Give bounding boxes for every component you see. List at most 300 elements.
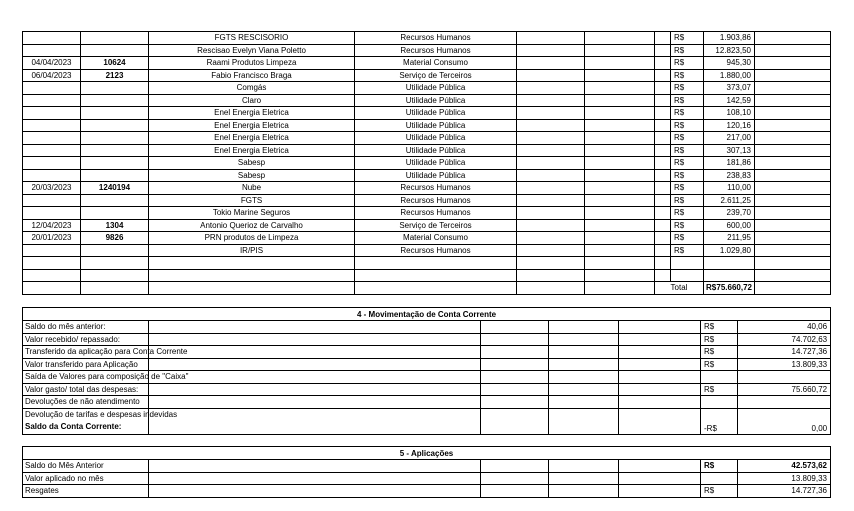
empty-cell: [149, 371, 481, 384]
expense-row: [23, 244, 831, 257]
empty-cell: [655, 94, 671, 107]
expense-currency: R$: [671, 132, 704, 145]
expense-row: [23, 57, 831, 70]
empty-cell: [549, 371, 619, 384]
empty-cell: [481, 408, 549, 434]
expense-description: Tokio Marine Seguros: [149, 207, 355, 220]
expense-row: [23, 119, 831, 132]
expense-currency: R$: [671, 244, 704, 257]
row-amount: [738, 371, 831, 384]
empty-cell: [549, 358, 619, 371]
empty-cell: [517, 82, 585, 95]
empty-cell: [755, 269, 831, 282]
expense-amount: 238,83: [704, 169, 755, 182]
expense-amount: 1.029,80: [704, 244, 755, 257]
expense-amount: 600,00: [704, 219, 755, 232]
expense-category: Material Consumo: [355, 57, 517, 70]
empty-cell: [517, 132, 585, 145]
expense-currency: R$: [671, 94, 704, 107]
expense-description: Enel Energia Eletrica: [149, 144, 355, 157]
empty-cell: [755, 194, 831, 207]
expense-row: [23, 169, 831, 182]
expense-amount: 2.611,25: [704, 194, 755, 207]
expense-description: Antonio Querioz de Carvalho: [149, 219, 355, 232]
empty-cell: [755, 207, 831, 220]
empty-cell: [655, 219, 671, 232]
empty-cell: [481, 321, 549, 334]
empty-cell: [517, 257, 585, 270]
empty-cell: [755, 119, 831, 132]
empty-cell: [517, 232, 585, 245]
empty-cell: [755, 157, 831, 170]
expense-doc: [81, 144, 149, 157]
empty-cell: [517, 57, 585, 70]
empty-cell: [149, 282, 355, 295]
expense-date: [23, 144, 81, 157]
empty-cell: [481, 333, 549, 346]
empty-cell: [481, 485, 549, 498]
expense-description: Nube: [149, 182, 355, 195]
expense-currency: R$: [671, 82, 704, 95]
section-5-title: 5 - Aplicações: [23, 447, 831, 460]
expense-category: Utilidade Pública: [355, 119, 517, 132]
empty-cell: [619, 371, 701, 384]
empty-cell: [755, 107, 831, 120]
section-4-row: [23, 371, 831, 384]
expense-amount: 211,95: [704, 232, 755, 245]
empty-cell: [549, 346, 619, 359]
expense-category: [355, 257, 517, 270]
section-4-row: [23, 383, 831, 396]
row-amount: 40,06: [738, 321, 831, 334]
expense-doc: [81, 94, 149, 107]
section-4-row: [23, 358, 831, 371]
expense-amount: 239,70: [704, 207, 755, 220]
empty-cell: [585, 132, 655, 145]
total-label: Total: [655, 282, 704, 295]
expense-row: [23, 94, 831, 107]
expense-currency: R$: [671, 182, 704, 195]
expense-row: [23, 82, 831, 95]
expense-category: Utilidade Pública: [355, 157, 517, 170]
expense-date: [23, 244, 81, 257]
expense-date: 12/04/2023: [23, 219, 81, 232]
expense-currency: R$: [671, 57, 704, 70]
saldo-label: Saldo da Conta Corrente:: [25, 421, 122, 431]
empty-cell: [755, 132, 831, 145]
section-5-row: [23, 460, 831, 473]
total-currency: R$: [706, 283, 717, 293]
empty-cell: [149, 358, 481, 371]
expense-date: 20/01/2023: [23, 232, 81, 245]
row-amount: 13.809,33: [738, 472, 831, 485]
expense-description: Sabesp: [149, 169, 355, 182]
expense-date: [23, 169, 81, 182]
expense-doc: [81, 107, 149, 120]
expense-amount: 12.823,50: [704, 44, 755, 57]
expense-date: [23, 194, 81, 207]
empty-cell: [755, 144, 831, 157]
row-amount: [738, 396, 831, 409]
section-4-row: [23, 346, 831, 359]
empty-cell: [481, 371, 549, 384]
empty-cell: [149, 396, 481, 409]
row-currency: [701, 472, 738, 485]
empty-cell: [619, 460, 701, 473]
total-amount-cell: [704, 282, 755, 295]
empty-cell: [481, 396, 549, 409]
section-4-row: [23, 333, 831, 346]
empty-cell: [149, 408, 481, 434]
empty-cell: [549, 472, 619, 485]
expense-description: Fabio Francisco Braga: [149, 69, 355, 82]
empty-cell: [517, 44, 585, 57]
empty-cell: [481, 383, 549, 396]
expense-date: [23, 269, 81, 282]
empty-cell: [755, 257, 831, 270]
expense-description: Rescisao Evelyn Viana Poletto: [149, 44, 355, 57]
expense-date: [23, 107, 81, 120]
empty-cell: [517, 69, 585, 82]
empty-cell: [655, 157, 671, 170]
empty-cell: [655, 244, 671, 257]
saldo-label-cell: [23, 408, 178, 434]
expense-amount: 110,00: [704, 182, 755, 195]
total-row: [23, 282, 831, 295]
expense-currency: R$: [671, 207, 704, 220]
expense-table: [22, 31, 831, 295]
row-amount: 42.573,62: [738, 460, 831, 473]
devolucoes-label: Devolução de tarifas e despesas indevidas: [25, 409, 178, 419]
row-currency: R$: [701, 383, 738, 396]
empty-cell: [655, 132, 671, 145]
expense-description: IR/PIS: [149, 244, 355, 257]
empty-cell: [23, 282, 81, 295]
empty-cell: [549, 333, 619, 346]
row-currency: R$: [701, 321, 738, 334]
empty-cell: [585, 107, 655, 120]
empty-cell: [149, 472, 481, 485]
expense-category: Recursos Humanos: [355, 207, 517, 220]
empty-cell: [655, 82, 671, 95]
empty-cell: [619, 333, 701, 346]
row-label: Saldo do Mês Anterior: [23, 460, 149, 473]
empty-cell: [585, 282, 655, 295]
row-label: Saldo do mês anterior:: [23, 321, 149, 334]
expense-doc: 2123: [81, 69, 149, 82]
row-label: Valor aplicado no mês: [23, 472, 149, 485]
empty-cell: [655, 44, 671, 57]
empty-cell: [655, 69, 671, 82]
empty-cell: [619, 485, 701, 498]
row-label: Valor gasto/ total das despesas:: [23, 383, 149, 396]
empty-cell: [149, 383, 481, 396]
expense-doc: 1240194: [81, 182, 149, 195]
saldo-currency: -R$: [701, 408, 738, 434]
expense-date: [23, 207, 81, 220]
total-amount: 75.660,72: [716, 283, 752, 293]
row-label: Saída de Valores para composição de "Caixa": [23, 371, 149, 384]
expense-currency: R$: [671, 169, 704, 182]
empty-cell: [549, 321, 619, 334]
empty-cell: [585, 82, 655, 95]
empty-cell: [755, 169, 831, 182]
expense-description: Raami Produtos Limpeza: [149, 57, 355, 70]
row-label: Resgates: [23, 485, 149, 498]
expense-currency: [671, 269, 704, 282]
expense-date: [23, 32, 81, 45]
empty-cell: [655, 169, 671, 182]
empty-cell: [149, 460, 481, 473]
expense-category: Utilidade Pública: [355, 82, 517, 95]
expense-row: [23, 144, 831, 157]
empty-cell: [585, 169, 655, 182]
empty-cell: [619, 346, 701, 359]
saldo-row: [23, 408, 831, 434]
row-label: Valor transferido para Aplicação: [23, 358, 149, 371]
expense-doc: [81, 244, 149, 257]
expense-amount: 142,59: [704, 94, 755, 107]
expense-amount: 120,16: [704, 119, 755, 132]
expense-currency: [671, 257, 704, 270]
section-4-row: [23, 321, 831, 334]
expense-description: Enel Energia Eletrica: [149, 119, 355, 132]
expense-date: [23, 44, 81, 57]
empty-cell: [585, 194, 655, 207]
empty-cell: [517, 269, 585, 282]
expense-row: [23, 107, 831, 120]
expense-currency: R$: [671, 144, 704, 157]
empty-cell: [755, 94, 831, 107]
expense-description: FGTS RESCISORIO: [149, 32, 355, 45]
empty-cell: [517, 194, 585, 207]
empty-cell: [517, 219, 585, 232]
empty-cell: [549, 408, 619, 434]
expense-currency: R$: [671, 32, 704, 45]
expense-category: Serviço de Terceiros: [355, 69, 517, 82]
row-label: Transferido da aplicação para Conta Corrente: [23, 346, 149, 359]
row-amount: 13.809,33: [738, 358, 831, 371]
empty-cell: [585, 157, 655, 170]
empty-cell: [481, 358, 549, 371]
expense-category: Serviço de Terceiros: [355, 219, 517, 232]
expense-description: Claro: [149, 94, 355, 107]
expense-date: [23, 119, 81, 132]
empty-cell: [355, 282, 517, 295]
row-currency: [701, 396, 738, 409]
expense-doc: [81, 269, 149, 282]
empty-cell: [481, 346, 549, 359]
expense-category: Utilidade Pública: [355, 132, 517, 145]
empty-cell: [755, 244, 831, 257]
empty-cell: [755, 82, 831, 95]
saldo-amount: 0,00: [738, 408, 831, 434]
row-label: Devoluções de não atendimento: [23, 396, 149, 409]
empty-cell: [517, 107, 585, 120]
row-currency: R$: [701, 460, 738, 473]
empty-cell: [655, 269, 671, 282]
expense-currency: R$: [671, 44, 704, 57]
expense-doc: [81, 257, 149, 270]
expense-date: 04/04/2023: [23, 57, 81, 70]
empty-cell: [619, 321, 701, 334]
row-currency: R$: [701, 485, 738, 498]
section-5-table: [22, 446, 831, 498]
empty-cell: [517, 157, 585, 170]
expense-amount: [704, 269, 755, 282]
empty-cell: [517, 282, 585, 295]
section-4-row: [23, 396, 831, 409]
row-amount: 14.727,36: [738, 485, 831, 498]
expense-amount: 307,13: [704, 144, 755, 157]
empty-cell: [619, 396, 701, 409]
empty-cell: [755, 57, 831, 70]
empty-cell: [517, 244, 585, 257]
empty-cell: [585, 232, 655, 245]
section-4-table: [22, 307, 831, 435]
empty-cell: [517, 169, 585, 182]
empty-cell: [655, 57, 671, 70]
expense-date: [23, 157, 81, 170]
expense-row: [23, 44, 831, 57]
expense-row: [23, 32, 831, 45]
expense-currency: R$: [671, 232, 704, 245]
expense-row: [23, 69, 831, 82]
expense-description: PRN produtos de Limpeza: [149, 232, 355, 245]
expense-description: Enel Energia Eletrica: [149, 107, 355, 120]
empty-cell: [755, 282, 831, 295]
expense-doc: [81, 169, 149, 182]
expense-category: Recursos Humanos: [355, 244, 517, 257]
empty-cell: [481, 472, 549, 485]
empty-cell: [549, 396, 619, 409]
empty-cell: [549, 460, 619, 473]
expense-row: [23, 207, 831, 220]
expense-currency: R$: [671, 119, 704, 132]
expense-category: Utilidade Pública: [355, 107, 517, 120]
empty-cell: [149, 346, 481, 359]
row-currency: R$: [701, 346, 738, 359]
empty-cell: [655, 232, 671, 245]
expense-doc: [81, 132, 149, 145]
empty-cell: [655, 182, 671, 195]
empty-cell: [585, 182, 655, 195]
expense-description: FGTS: [149, 194, 355, 207]
expense-currency: R$: [671, 69, 704, 82]
expense-category: Material Consumo: [355, 232, 517, 245]
empty-cell: [755, 232, 831, 245]
expense-currency: R$: [671, 157, 704, 170]
expense-row: [23, 194, 831, 207]
expense-doc: 1304: [81, 219, 149, 232]
expense-doc: [81, 157, 149, 170]
expense-row: [23, 157, 831, 170]
empty-cell: [149, 485, 481, 498]
expense-row: [23, 257, 831, 270]
row-amount: 14.727,36: [738, 346, 831, 359]
empty-cell: [619, 358, 701, 371]
empty-cell: [585, 244, 655, 257]
empty-cell: [655, 107, 671, 120]
expense-row: [23, 219, 831, 232]
expense-date: 06/04/2023: [23, 69, 81, 82]
expense-category: Utilidade Pública: [355, 144, 517, 157]
empty-cell: [149, 333, 481, 346]
empty-cell: [585, 44, 655, 57]
row-currency: R$: [701, 358, 738, 371]
empty-cell: [585, 257, 655, 270]
expense-doc: [81, 207, 149, 220]
expense-amount: 1.903,86: [704, 32, 755, 45]
expense-doc: 10624: [81, 57, 149, 70]
expense-description: Sabesp: [149, 157, 355, 170]
expense-date: [23, 82, 81, 95]
empty-cell: [517, 119, 585, 132]
expense-date: [23, 132, 81, 145]
expense-category: Recursos Humanos: [355, 44, 517, 57]
expense-category: Utilidade Pública: [355, 169, 517, 182]
expense-doc: [81, 44, 149, 57]
empty-cell: [549, 383, 619, 396]
empty-cell: [585, 144, 655, 157]
expense-row: [23, 269, 831, 282]
expense-amount: [704, 257, 755, 270]
empty-cell: [755, 219, 831, 232]
empty-cell: [655, 194, 671, 207]
row-currency: R$: [701, 333, 738, 346]
row-amount: 75.660,72: [738, 383, 831, 396]
expense-row: [23, 232, 831, 245]
expense-currency: R$: [671, 107, 704, 120]
expense-description: [149, 269, 355, 282]
row-currency: [701, 371, 738, 384]
expense-category: Recursos Humanos: [355, 194, 517, 207]
empty-cell: [655, 207, 671, 220]
empty-cell: [755, 44, 831, 57]
empty-cell: [655, 257, 671, 270]
expense-category: [355, 269, 517, 282]
empty-cell: [149, 321, 481, 334]
expense-doc: [81, 32, 149, 45]
empty-cell: [655, 119, 671, 132]
empty-cell: [585, 207, 655, 220]
expense-category: Recursos Humanos: [355, 182, 517, 195]
empty-cell: [655, 144, 671, 157]
section-4-title: 4 - Movimentação de Conta Corrente: [23, 308, 831, 321]
expense-date: [23, 94, 81, 107]
expense-category: Utilidade Pública: [355, 94, 517, 107]
expense-doc: [81, 82, 149, 95]
expense-description: Comgás: [149, 82, 355, 95]
empty-cell: [517, 144, 585, 157]
empty-cell: [755, 182, 831, 195]
expense-amount: 181,86: [704, 157, 755, 170]
expense-amount: 108,10: [704, 107, 755, 120]
expense-amount: 945,30: [704, 57, 755, 70]
empty-cell: [517, 94, 585, 107]
empty-cell: [481, 460, 549, 473]
empty-cell: [585, 94, 655, 107]
empty-cell: [755, 69, 831, 82]
expense-doc: 9826: [81, 232, 149, 245]
row-label: Valor recebido/ repassado:: [23, 333, 149, 346]
expense-description: Enel Energia Eletrica: [149, 132, 355, 145]
expense-currency: R$: [671, 219, 704, 232]
empty-cell: [517, 182, 585, 195]
empty-cell: [585, 32, 655, 45]
empty-cell: [81, 282, 149, 295]
empty-cell: [517, 32, 585, 45]
